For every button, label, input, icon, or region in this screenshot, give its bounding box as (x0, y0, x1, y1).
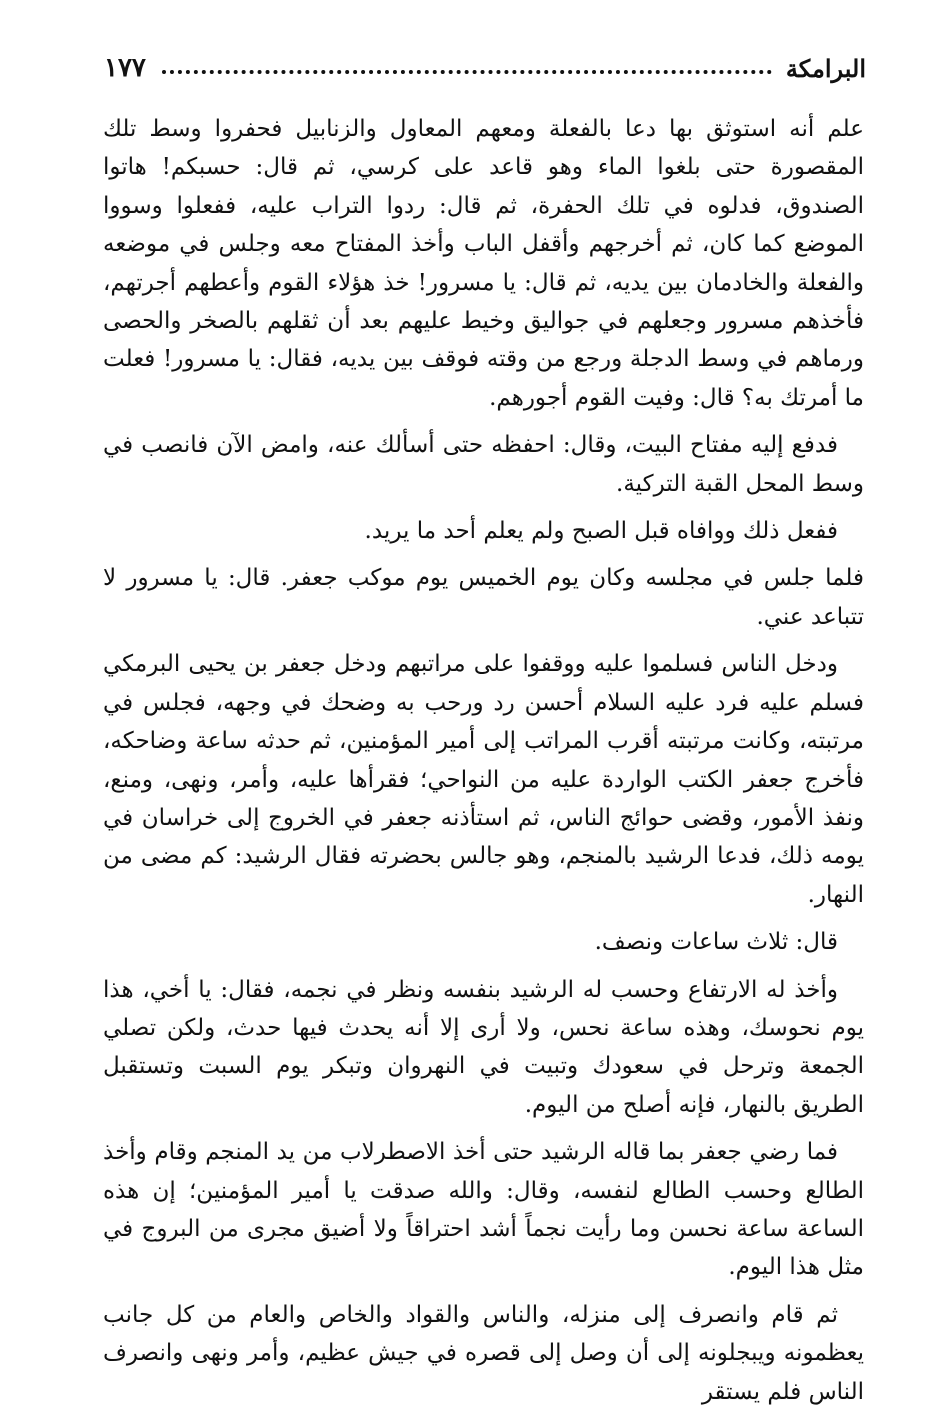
page-number: ١٧٧ (104, 53, 146, 83)
paragraph: ففعل ذلك ووافاه قبل الصبح ولم يعلم أحد ما يريد. (364, 518, 838, 545)
paragraph: علم أنه استوثق بها دعا بالفعلة ومعهم المعاول والزنابيل فحفروا وسط تلك المقصورة حتى بلغوا الماء وهو قاعد على كرسي، ثم قال: حسبكم! هاتوا الصندوق، فدلوه في تلك الحفرة، ثم قال: ردوا التراب عليه، ففعلوا وسووا الموضع كما كان، ثم أخرجهم وأقفل الباب وأخذ المفتاح معه وجلس في موضعه والفعلة والخادمان بين يديه، ثم قال: يا مسرور! خذ هؤلاء القوم وأعطهم أجرتهم، فأخذهم مسرور وجعلهم في جواليق وخيط عليهم بعد أن ثقلهم بالصخر والحصى ورماهم في وسط الدجلة ورجع من وقته فوقف بين يديه، فقال: يا مسرور! فعلت ما أمرتك به؟ قال: وفيت القوم أجورهم. (103, 116, 864, 411)
paragraph: فلما جلس في مجلسه وكان يوم الخميس يوم موكب جعفر. قال: يا مسرور لا تتباعد عني. (103, 565, 864, 630)
paragraph: فدفع إليه مفتاح البيت، وقال: احفظه حتى أسألك عنه، وامض الآن فانصب في وسط المحل القبة التركية. (103, 432, 864, 497)
page-header (104, 46, 866, 90)
header-dot-leader (162, 70, 772, 74)
body-text (103, 110, 864, 1411)
running-title: البرامكة (785, 53, 866, 83)
paragraph: قال: ثلاث ساعات ونصف. (594, 929, 838, 956)
paragraph: ودخل الناس فسلموا عليه ووقفوا على مراتبهم ودخل جعفر بن يحيى البرمكي فسلم عليه فرد عليه السلام أحسن رد ورحب به وضحك في وجهه، فجلس في مرتبته، وكانت مرتبته أقرب المراتب إلى أمير المؤمنين، ثم حدثه ساعة وضاحكه، فأخرج جعفر الكتب الواردة عليه من النواحي؛ فقرأها عليه، وأمر، ونهى، ومنع، ونفذ الأمور، وقضى حوائج الناس، ثم استأذنه جعفر في الخروج إلى خراسان في يومه ذلك، فدعا الرشيد بالمنجم، وهو جالس بحضرته فقال الرشيد: كم مضى من النهار. (103, 651, 864, 908)
paragraph: وأخذ له الارتفاع وحسب له الرشيد بنفسه ونظر في نجمه، فقال: يا أخي، هذا يوم نحوسك، وهذه ساعة نحس، ولا أرى إلا أنه يحدث فيها حدث، ولكن تصلي الجمعة وترحل في سعودك وتبيت في النهروان وتبكر يوم السبت وتستقبل الطريق بالنهار، فإنه أصلح من اليوم. (103, 976, 864, 1118)
paragraph: فما رضي جعفر بما قاله الرشيد حتى أخذ الاصطرلاب من يد المنجم وقام وأخذ الطالع وحسب الطالع لنفسه، وقال: والله صدقت يا أمير المؤمنين؛ إن هذه الساعة ساعة نحسن وما رأيت نجماً أشد احتراقاً ولا أضيق مجرى من البروج في مثل هذا اليوم. (103, 1139, 864, 1281)
paragraph: ثم قام وانصرف إلى منزله، والناس والقواد والخاص والعام من كل جانب يعظمونه ويبجلونه إلى أن وصل إلى قصره في جيش عظيم، وأمر ونهى وانصرف الناس فلم يستقر (103, 1301, 864, 1405)
